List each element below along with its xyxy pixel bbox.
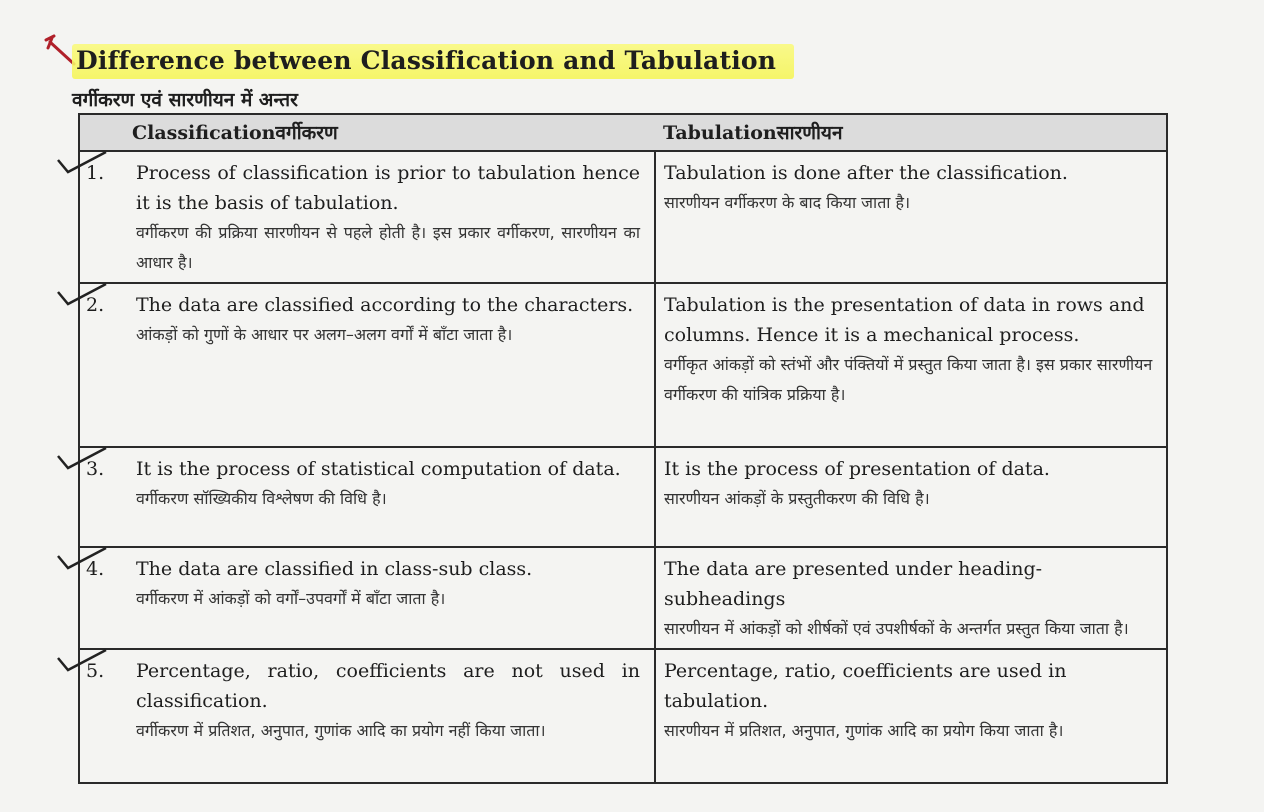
tabulation-text-hindi: सारणीयन वर्गीकरण के बाद किया जाता है। <box>664 193 911 212</box>
tabulation-text: It is the process of presentation of data. <box>664 458 1050 480</box>
handwritten-tick-icon <box>56 282 116 308</box>
tabulation-text-hindi: सारणीयन में आंकड़ों को शीर्षकों एवं उपशीर्षकों के अन्तर्गत प्रस्तुत किया जाता है। <box>664 619 1129 638</box>
row-number: 2. <box>86 294 105 316</box>
classification-cell <box>79 283 655 447</box>
handwritten-tick-icon <box>56 546 116 572</box>
page-title: Difference between Classification and Tabulation <box>72 44 794 79</box>
classification-text-hindi: वर्गीकरण सॉख्यिकीय विश्लेषण की विधि है। <box>136 489 387 508</box>
row-number: 5. <box>86 660 105 682</box>
classification-cell <box>79 151 655 283</box>
handwritten-tick-icon <box>56 648 116 674</box>
tabulation-cell <box>655 649 1167 783</box>
handwritten-tick-icon <box>56 446 116 472</box>
row-number: 3. <box>86 458 105 480</box>
header-tabulation: Tabulationसारणीयन <box>655 114 1167 151</box>
tabulation-cell <box>655 447 1167 547</box>
classification-text: Percentage, ratio, coefficients are not used in classification. <box>136 660 640 712</box>
tabulation-cell <box>655 151 1167 283</box>
tabulation-cell <box>655 283 1167 447</box>
classification-text-hindi: वर्गीकरण की प्रक्रिया सारणीयन से पहले होती है। इस प्रकार वर्गीकरण, सारणीयन का आधार है। <box>136 223 640 272</box>
classification-text: Process of classification is prior to tabulation hence it is the basis of tabulation. <box>136 162 640 214</box>
tabulation-text-hindi: वर्गीकृत आंकड़ों को स्तंभों और पंक्तियों में प्रस्तुत किया जाता है। इस प्रकार सारणीयन वर्गीकरण की यांत्रिक प्रक्रिया है। <box>664 355 1153 404</box>
table-row <box>79 649 1167 783</box>
classification-text-hindi: वर्गीकरण में प्रतिशत, अनुपात, गुणांक आदि का प्रयोग नहीं किया जाता। <box>136 721 546 740</box>
table-row <box>79 547 1167 649</box>
row-number: 4. <box>86 558 105 580</box>
tabulation-text: Tabulation is the presentation of data in rows and columns. Hence it is a mechanical process. <box>664 294 1145 346</box>
classification-text-hindi: वर्गीकरण में आंकड़ों को वर्गों–उपवर्गों में बाँटा जाता है। <box>136 589 446 608</box>
table-header-row <box>79 114 1167 151</box>
table-row <box>79 447 1167 547</box>
header-classification: Classificationवर्गीकरण <box>79 114 655 151</box>
classification-text-hindi: आंकड़ों को गुणों के आधार पर अलग–अलग वर्गों में बाँटा जाता है। <box>136 325 513 344</box>
handwritten-tick-icon <box>56 150 116 176</box>
table-row <box>79 151 1167 283</box>
classification-cell <box>79 547 655 649</box>
comparison-table <box>78 113 1168 784</box>
row-number: 1. <box>86 162 105 184</box>
tabulation-text-hindi: सारणीयन आंकड़ों के प्रस्तुतीकरण की विधि है। <box>664 489 930 508</box>
tabulation-text: Tabulation is done after the classification. <box>664 162 1068 184</box>
table-row <box>79 283 1167 447</box>
classification-cell <box>79 649 655 783</box>
tabulation-text: The data are presented under heading-subheadings <box>664 558 1043 610</box>
classification-text: It is the process of statistical computation of data. <box>136 458 621 480</box>
tabulation-text-hindi: सारणीयन में प्रतिशत, अनुपात, गुणांक आदि का प्रयोग किया जाता है। <box>664 721 1064 740</box>
page-title-wrapper <box>72 46 794 75</box>
classification-text: The data are classified in class-sub class. <box>136 558 533 580</box>
page-subtitle: वर्गीकरण एवं सारणीयन में अन्तर <box>72 89 298 111</box>
classification-text: The data are classified according to the characters. <box>136 294 634 316</box>
tabulation-text: Percentage, ratio, coefficients are used in tabulation. <box>664 660 1067 712</box>
tabulation-cell <box>655 547 1167 649</box>
classification-cell <box>79 447 655 547</box>
